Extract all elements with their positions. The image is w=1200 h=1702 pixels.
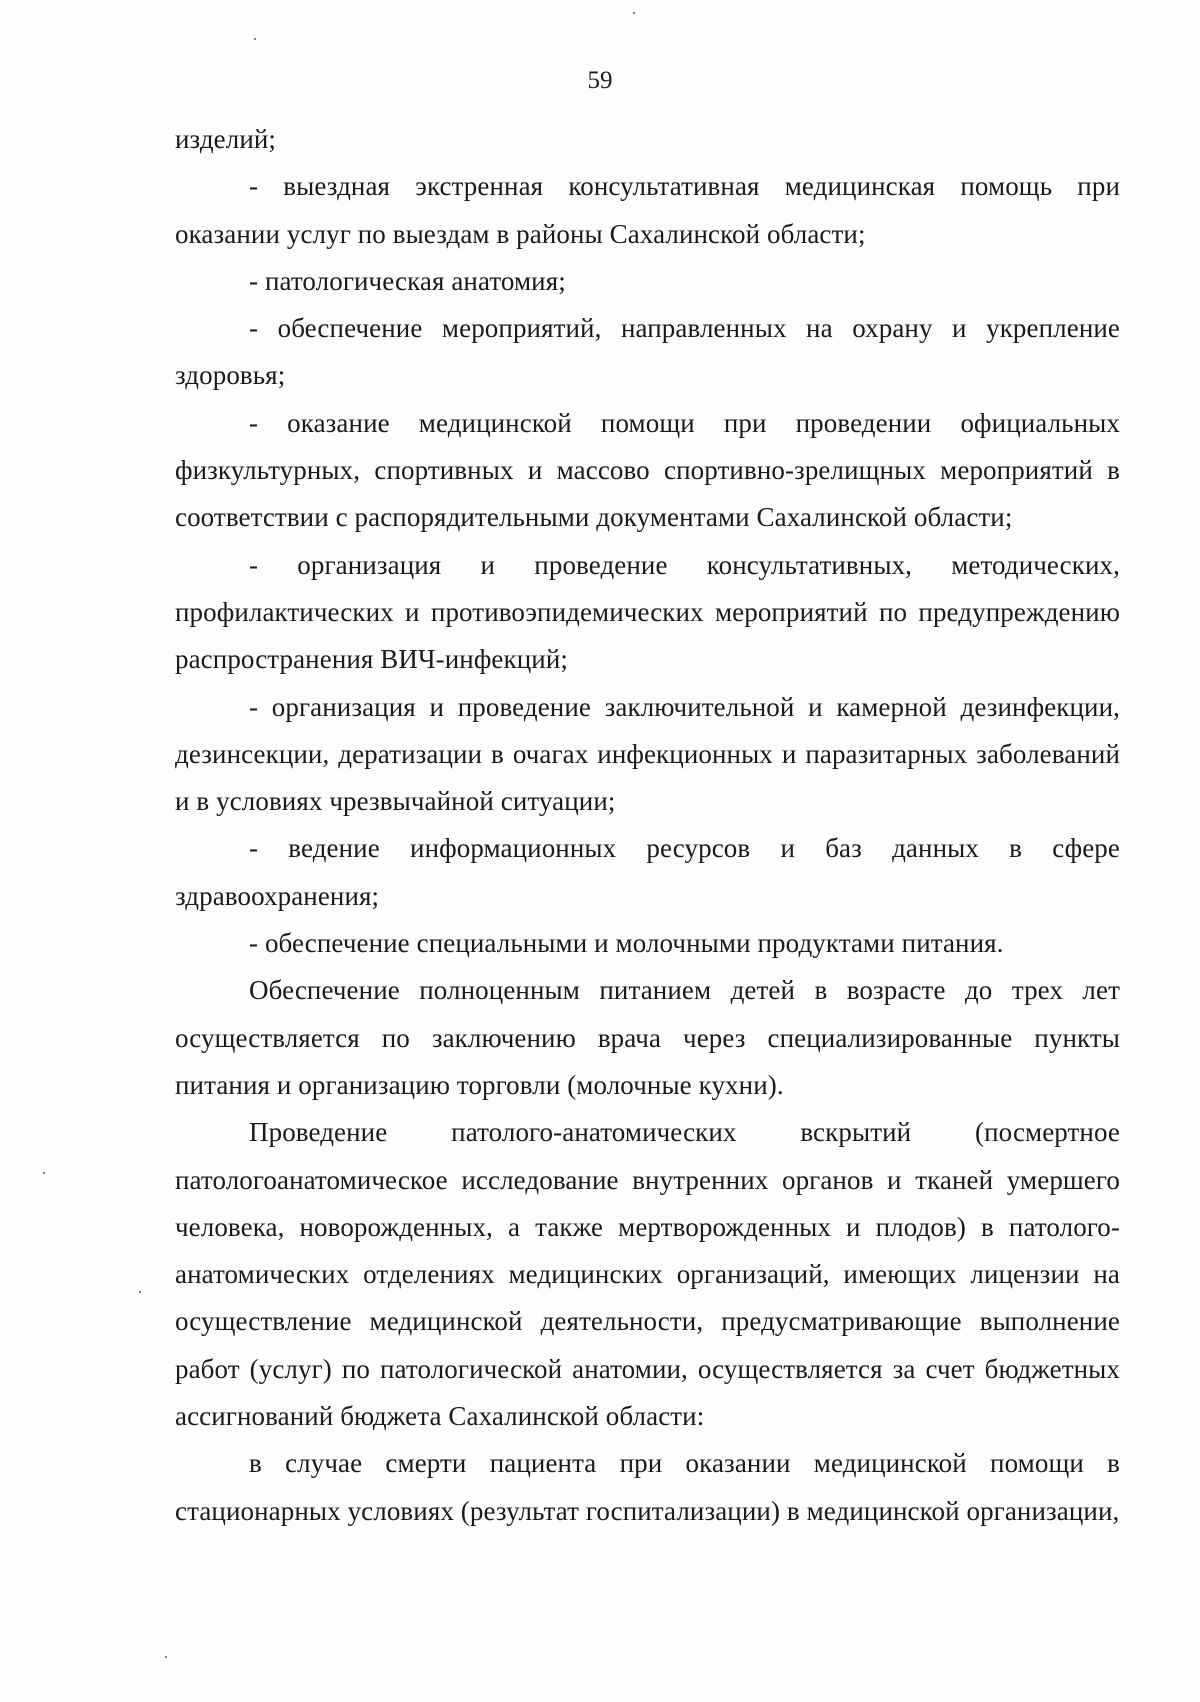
paragraph-continuation: изделий; xyxy=(175,124,277,154)
paragraph-child-nutrition: Обеспечение полноценным питанием детей в возрасте до трех лет осуществляется по заключению врача через специализированные пункты питания и организацию торговли (молочные кухни). xyxy=(175,975,1120,1100)
list-item-sports-events: - оказание медицинской помощи при проведении официальных физкультурных, спортивных и массово спортивно-зрелищных мероприятий в соответствии с распорядительными документами Сахалинской области; xyxy=(175,407,1120,533)
scan-speck xyxy=(165,1656,167,1658)
document-body xyxy=(175,116,1120,1535)
scan-speck xyxy=(139,1291,141,1293)
list-item-hiv-prevention: - организация и проведение консультативных, методических, профилактических и противоэпидемических мероприятий по предупреждению распространения ВИЧ-инфекций; xyxy=(175,549,1120,675)
paragraph-autopsies: Проведение патолого-анатомических вскрытий (посмертное патологоанатомическое исследование внутренних органов и тканей умершего человека, новорожденных, а также мертворожденных и плодов) в патолого-анатомических отделениях медицинских организаций, имеющих лицензии на осуществление медицинской деятельности, предусматривающие выполнение работ (услуг) по патологической анатомии, осуществляется за счет бюджетных ассигнований бюджета Сахалинской области: xyxy=(175,1117,1120,1432)
list-item-dairy-products: - обеспечение специальными и молочными продуктами питания. xyxy=(249,928,1004,959)
list-item-pathological-anatomy: - патологическая анатомия; xyxy=(249,265,566,296)
scan-speck xyxy=(633,12,635,14)
list-item-health-protection: - обеспечение мероприятий, направленных на охрану и укрепление здоровья; xyxy=(175,313,1120,391)
list-item-emergency-consulting: - выездная экстренная консультативная медицинская помощь при оказании услуг по выездам в районы Сахалинской области; xyxy=(175,171,1120,249)
list-item-information-resources: - ведение информационных ресурсов и баз данных в сфере здравоохранения; xyxy=(175,833,1120,911)
page-number: 59 xyxy=(587,67,613,94)
scan-speck xyxy=(43,1172,45,1174)
list-item-disinfection: - организация и проведение заключительной и камерной дезинфекции, дезинсекции, дератизации в очагах инфекционных и паразитарных заболеваний и в условиях чрезвычайной ситуации; xyxy=(175,691,1120,817)
paragraph-patient-death: в случае смерти пациента при оказании медицинской помощи в стационарных условиях (результат госпитализации) в медицинской организации, xyxy=(175,1448,1120,1526)
scan-speck xyxy=(254,38,256,40)
